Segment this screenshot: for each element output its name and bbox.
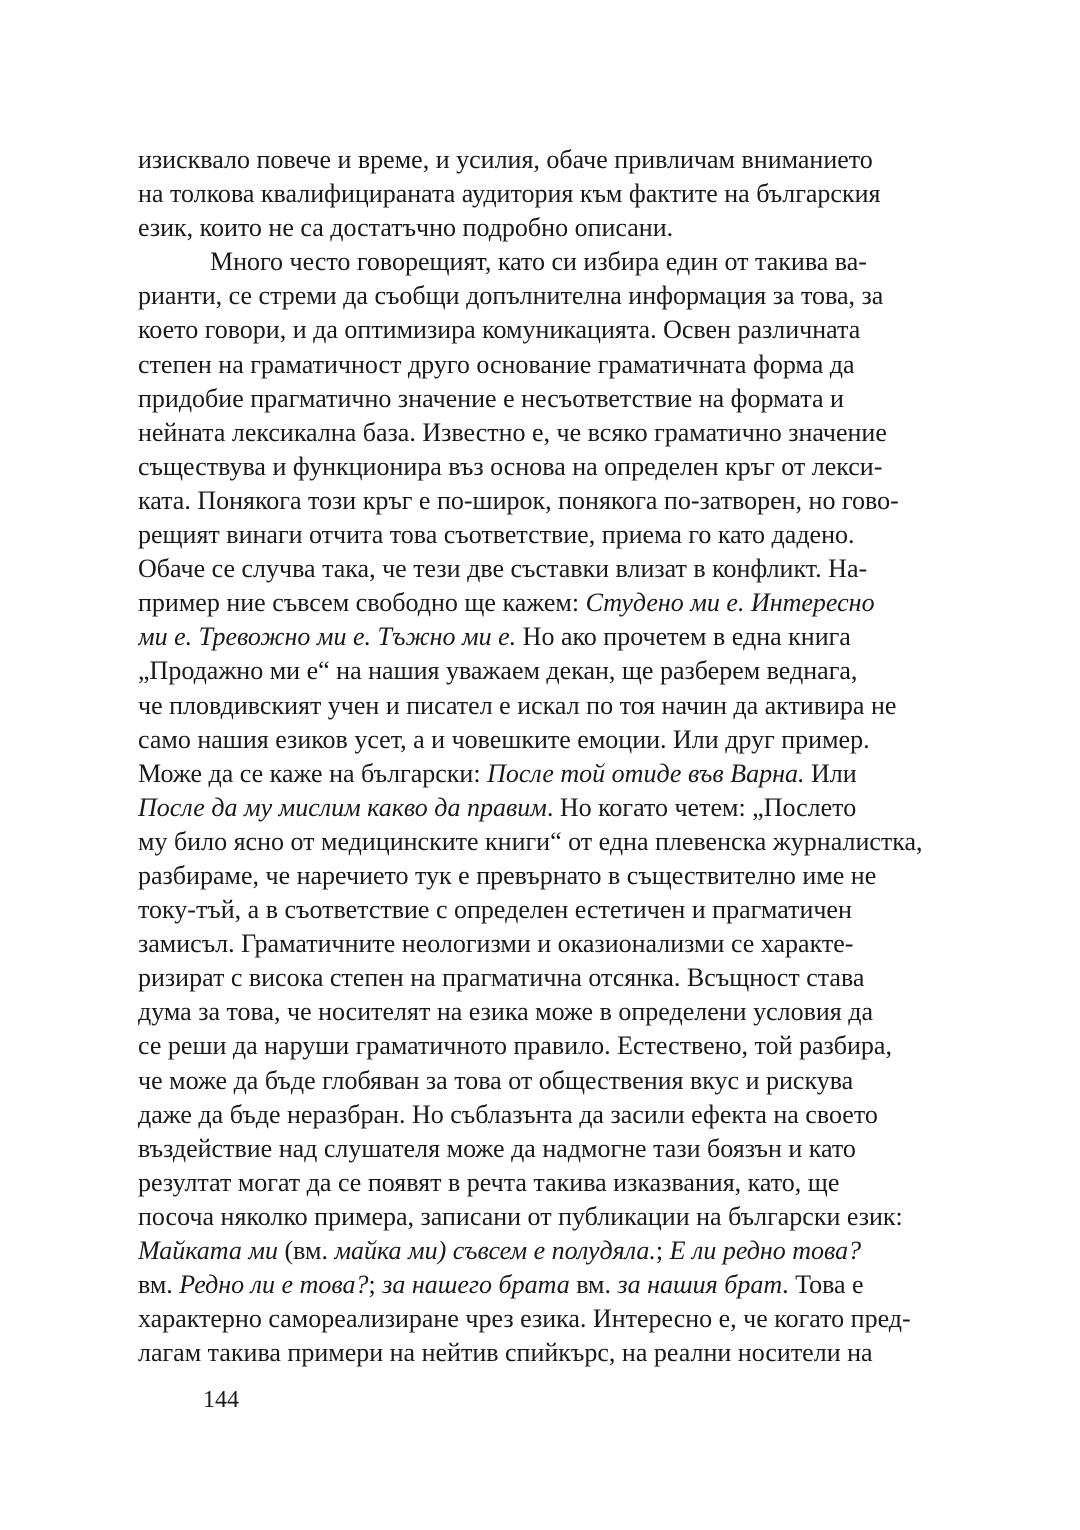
text-line xyxy=(138,245,953,279)
text-line xyxy=(138,927,953,961)
text-line xyxy=(138,723,953,757)
body-text xyxy=(138,143,953,1370)
text-segment: Много често говорещият, като си избира един от такива ва- xyxy=(210,247,867,277)
text-segment: . Но когато четем: „Послето xyxy=(546,792,857,822)
text-line xyxy=(138,1302,953,1336)
page-number: 144 xyxy=(203,1387,239,1413)
text-line xyxy=(138,654,953,688)
text-line xyxy=(138,484,953,518)
italic-example: Е ли редно това? xyxy=(669,1236,862,1265)
text-segment: изисквало повече и време, и усилия, обаче привличам вниманието xyxy=(138,145,873,174)
text-segment: (вм. xyxy=(277,1236,335,1265)
text-line xyxy=(138,143,953,177)
italic-example: Майката ми xyxy=(138,1236,278,1265)
italic-example: Редно ли е това? xyxy=(179,1270,369,1300)
text-segment: замисъл. Граматичните неологизми и оказионализми се характе- xyxy=(138,929,854,959)
text-segment: че пловдивският учен и писател е искал по тоя начин да активира не xyxy=(138,690,897,720)
text-line xyxy=(138,1268,953,1302)
text-segment: разбираме, че наречието тук е превърнато в съществително име не xyxy=(138,860,877,890)
text-segment: че може да бъде глобяван за това от обществения вкус и рискува xyxy=(138,1065,854,1095)
text-segment: въздействие над слушателя може да надмогне тази боязън и като xyxy=(138,1133,856,1163)
text-segment: само нашия езиков усет, а и човешките емоции. Или друг пример. xyxy=(138,724,870,754)
text-segment: степен на граматичност друго основание граматичната форма да xyxy=(138,349,855,379)
text-segment: . Това е xyxy=(782,1270,864,1300)
text-segment: на толкова квалифицираната аудитория към фактите на българския xyxy=(138,179,881,209)
italic-example: После да му мислим какво да правим xyxy=(138,792,547,822)
text-line xyxy=(138,348,953,382)
text-segment: Може да се каже на български: xyxy=(138,758,488,788)
text-segment: посоча няколко примера, записани от публикации на български език: xyxy=(138,1201,903,1231)
text-line xyxy=(138,1064,953,1098)
text-segment: съществува и функционира въз основа на определен кръг от лекси- xyxy=(138,451,883,481)
text-line xyxy=(138,586,953,620)
text-line xyxy=(138,313,953,347)
text-line xyxy=(138,1166,953,1200)
text-line xyxy=(138,791,953,825)
text-segment: вм. xyxy=(569,1270,618,1300)
text-line xyxy=(138,211,953,245)
text-segment: ; xyxy=(655,1236,670,1265)
text-line xyxy=(138,279,953,313)
text-line xyxy=(138,1200,953,1234)
text-segment: лагам такива примери на нейтив спийкърс, на реални носители на xyxy=(138,1338,873,1368)
italic-example: После той отиде във Варна. xyxy=(487,758,805,788)
text-segment: пример ние съвсем свободно ще кажем: xyxy=(138,588,586,618)
text-line xyxy=(138,689,953,723)
text-segment: придобие прагматично значение е несъответствие на формата и xyxy=(138,383,844,413)
italic-example: за нашия брат xyxy=(617,1270,783,1300)
text-line xyxy=(138,757,953,791)
text-line xyxy=(138,1336,953,1370)
text-segment: Обаче се случва така, че тези две съставки влизат в конфликт. На- xyxy=(138,554,868,584)
text-line xyxy=(138,825,953,859)
text-line xyxy=(138,859,953,893)
text-line xyxy=(138,416,953,450)
text-segment: вм. xyxy=(138,1270,180,1300)
text-line xyxy=(138,995,953,1029)
text-segment: ; xyxy=(368,1270,383,1300)
text-line xyxy=(138,177,953,211)
text-line xyxy=(138,552,953,586)
text-line xyxy=(138,382,953,416)
text-segment: дума за това, че носителят на езика може в определени условия да xyxy=(138,997,874,1027)
text-segment: даже да бъде неразбран. Но съблазънта да засили ефекта на своето xyxy=(138,1099,878,1129)
text-segment: му било ясно от медицинските книги“ от една плевенска журналистка, xyxy=(138,826,923,856)
text-line xyxy=(138,1234,953,1268)
text-segment: ката. Понякога този кръг е по-широк, понякога по-затворен, но гово- xyxy=(138,485,899,515)
text-line xyxy=(138,893,953,927)
text-segment: се реши да наруши граматичното правило. Естествено, той разбира, xyxy=(138,1031,892,1061)
text-segment: нейната лексикална база. Известно е, че всяко граматично значение xyxy=(138,417,887,447)
text-segment: Но ако прочетем в една книга xyxy=(516,622,851,652)
text-line xyxy=(138,961,953,995)
italic-example: Студено ми е. Интересно xyxy=(585,588,875,618)
text-segment: ризират с висока степен на прагматична отсянка. Всъщност става xyxy=(138,963,865,993)
text-line xyxy=(138,620,953,654)
text-segment: характерно самореализиране чрез езика. Интересно е, че когато пред- xyxy=(138,1304,911,1334)
text-segment: език, които не са достатъчно подробно описани. xyxy=(138,213,674,243)
text-segment: което говори, и да оптимизира комуникацията. Освен различната xyxy=(138,315,861,345)
text-segment: рещият винаги отчита това съответствие, приема го като дадено. xyxy=(138,520,855,550)
text-segment: Или xyxy=(804,758,857,788)
italic-example: ми е. Тревожно ми е. Тъжно ми е. xyxy=(138,622,517,652)
italic-example: майка ми) съвсем е полудяла. xyxy=(334,1236,656,1265)
text-segment: току-тъй, а в съответствие с определен естетичен и прагматичен xyxy=(138,895,852,925)
text-line xyxy=(138,1132,953,1166)
text-line xyxy=(138,1098,953,1132)
text-segment: резултат могат да се появят в речта такива изказвания, като, ще xyxy=(138,1167,840,1197)
italic-example: за нашего брата xyxy=(382,1270,570,1300)
text-segment: рианти, се стреми да съобщи допълнителна информация за това, за xyxy=(138,281,884,311)
text-line xyxy=(138,1029,953,1063)
text-segment: „Продажно ми е“ на нашия уважаем декан, ще разберем веднага, xyxy=(138,656,858,686)
text-line xyxy=(138,450,953,484)
text-line xyxy=(138,518,953,552)
